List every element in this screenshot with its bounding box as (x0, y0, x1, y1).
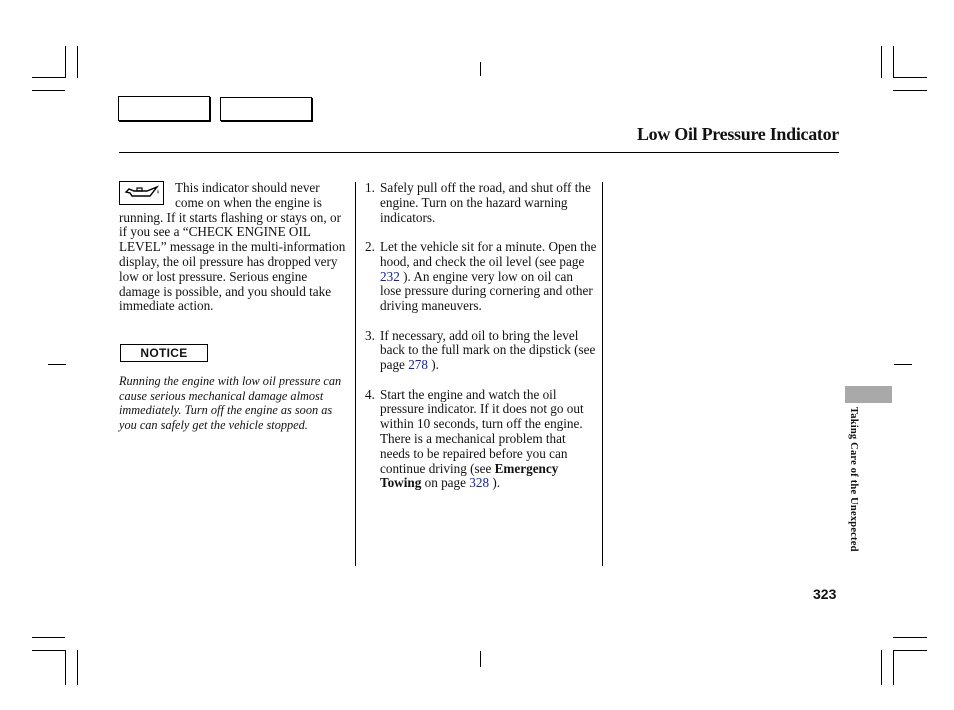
step-text: ). (427, 357, 439, 373)
column-divider (602, 182, 603, 566)
step-number: 1. (365, 180, 375, 195)
step-2 (365, 240, 597, 314)
emergency-towing-ref: Emergency Towing (380, 460, 559, 491)
title-rule (119, 152, 839, 153)
step-text: ). An engine very low on oil can lose pressure during cornering and other driving maneuvers. (380, 268, 593, 314)
section-tab (845, 386, 892, 403)
step-text: Safely pull off the road, and shut off the engine. Turn on the hazard warning indicators. (380, 180, 591, 225)
page-link-232[interactable]: 232 (380, 268, 400, 284)
step-text: Let the vehicle sit for a minute. Open the hood, and check the oil level (see page (380, 238, 597, 269)
page-title: Low Oil Pressure Indicator (636, 124, 839, 144)
steps-list (365, 181, 597, 506)
step-text: Start the engine and watch the oil pressure indicator. If it does not go out within 10 seconds, turn off the engine. There is a mechanical problem that needs to be repaired before you can continue driving (see (380, 386, 584, 476)
page-link-278[interactable]: 278 (408, 357, 428, 373)
intro-line-1: This indicator should never (175, 180, 320, 195)
notice-text: Running the engine with low oil pressure can cause serious mechanical damage almost immediately. Turn off the engine as soon as you can safely get the vehicle stopped. (119, 374, 342, 433)
step-text: If necessary, add oil to bring the level back to the full mark on the dipstick (see page (380, 327, 596, 373)
section-label: Taking Care of the Unexpected (848, 407, 859, 552)
step-number: 3. (365, 327, 375, 343)
page-number: 323 (813, 586, 837, 602)
intro-body: running. If it starts flashing or stays on, or if you see a “CHECK ENGINE OIL LEVEL” message in the multi-information display, the oil pressure has dropped very low or lost pressure. Serious engine damage is possible, and you should take immediate action. (119, 209, 346, 314)
step-number: 2. (365, 238, 375, 254)
column-divider (355, 182, 356, 566)
step-text: on page (421, 475, 470, 491)
intro-text (119, 181, 349, 314)
nav-button-next[interactable] (220, 97, 312, 121)
step-4 (365, 388, 597, 492)
step-1 (365, 181, 597, 225)
step-text: ). (489, 475, 501, 491)
notice-label: NOTICE (120, 344, 208, 362)
page-link-328[interactable]: 328 (469, 475, 490, 491)
step-3 (365, 329, 597, 373)
intro-line-2: come on when the engine is (175, 194, 322, 210)
nav-button-previous[interactable] (118, 96, 210, 121)
step-number: 4. (365, 386, 375, 402)
